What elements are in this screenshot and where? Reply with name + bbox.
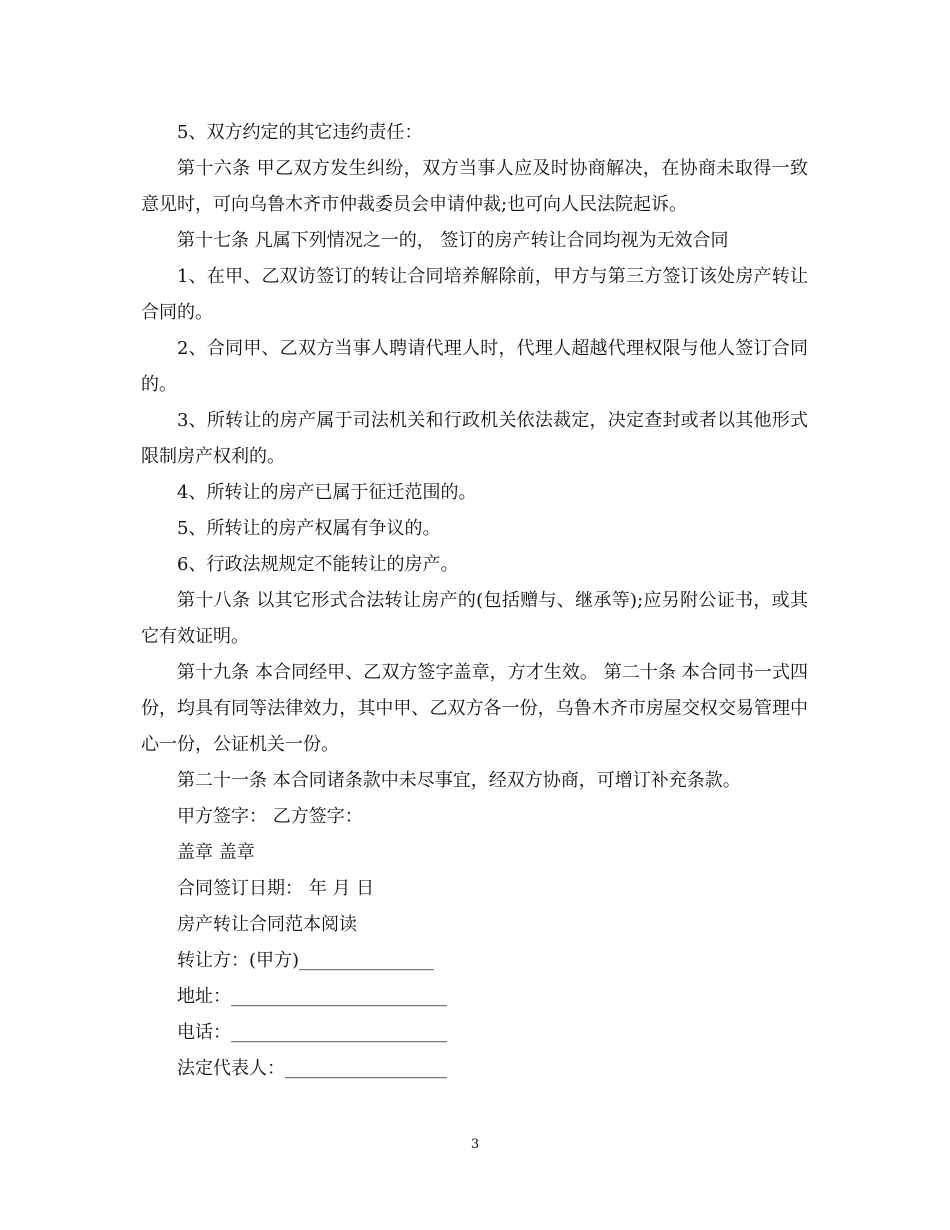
legal-representative-field: 法定代表人：__________________: [177, 1058, 447, 1079]
clause-paragraph: 第十九条 本合同经甲、乙双方签字盖章，方才生效。 第二十条 本合同书一式四份，均具有同等法律效力，其中甲、乙双方各一份，乌鲁木齐市房屋交权交易管理中心一份，公证机关一份。: [141, 662, 808, 755]
clause-paragraph: 1、在甲、乙双访签订的转让合同培养解除前，甲方与第三方签订该处房产转让合同的。: [141, 266, 808, 323]
signing-date-line: 合同签订日期： 年 月 日: [177, 878, 375, 899]
clause-paragraph: 第十八条 以其它形式合法转让房产的(包括赠与、继承等);应另附公证书，或其它有效证明。: [141, 590, 808, 647]
clause-paragraph: 3、所转让的房产属于司法机关和行政机关依法裁定，决定查封或者以其他形式限制房产权利的。: [141, 410, 808, 467]
clause-paragraph: 5、所转让的房产权属有争议的。: [177, 518, 441, 539]
clause-paragraph: 5、双方约定的其它违约责任：: [177, 122, 423, 143]
document-body: [141, 115, 808, 1087]
clause-paragraph: 6、行政法规规定不能转让的房产。: [177, 554, 459, 575]
seal-line: 盖章 盖章: [177, 842, 255, 863]
signature-line: 甲方签字： 乙方签字：: [177, 806, 363, 827]
transferor-field: 转让方：(甲方)_______________: [177, 950, 435, 971]
phone-field: 电话：________________________: [177, 1022, 447, 1043]
section-heading: 房产转让合同范本阅读: [177, 914, 357, 935]
page-number: 3: [470, 1137, 480, 1152]
address-field: 地址：________________________: [177, 986, 447, 1007]
clause-paragraph: 第二十一条 本合同诸条款中未尽事宜，经双方协商，可增订补充条款。: [177, 770, 741, 791]
clause-paragraph: 第十七条 凡属下列情况之一的， 签订的房产转让合同均视为无效合同: [177, 230, 729, 251]
clause-paragraph: 2、合同甲、乙双方当事人聘请代理人时，代理人超越代理权限与他人签订合同的。: [141, 338, 808, 395]
clause-paragraph: 4、所转让的房产已属于征迁范围的。: [177, 482, 477, 503]
clause-paragraph: 第十六条 甲乙双方发生纠纷，双方当事人应及时协商解决，在协商未取得一致意见时，可向乌鲁木齐市仲裁委员会申请仲裁;也可向人民法院起诉。: [141, 158, 808, 215]
